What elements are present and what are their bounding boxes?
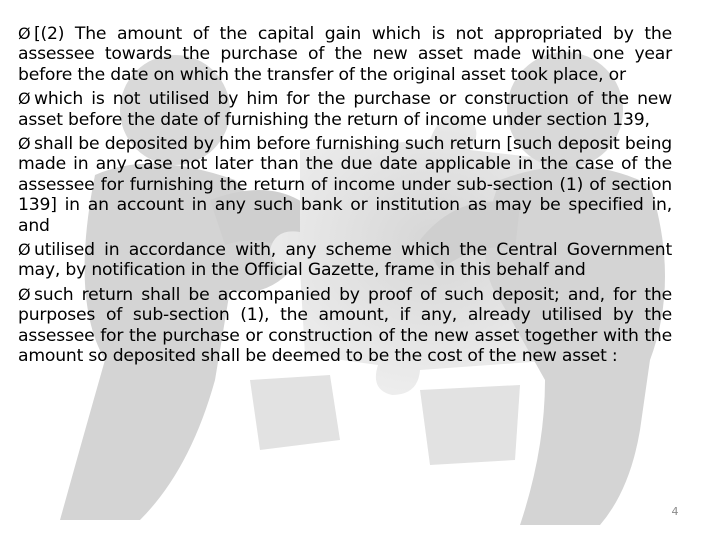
slide-body — [18, 24, 672, 371]
bullet-item — [18, 240, 672, 281]
bullet-item — [18, 134, 672, 236]
bullet-text: utilised in accordance with, any scheme which the Central Government may, by notification in the Official Gazette, frame in this behalf and — [18, 240, 672, 281]
arrow-bullet-icon: Ø — [18, 134, 31, 154]
bullet-item — [18, 24, 672, 85]
bullet-text: such return shall be accompanied by proof of such deposit; and, for the purposes of sub-section (1), the amount, if any, already utilised by the assessee for the purchase or construction of the new asset together with the amount so deposited shall be deemed to be the cost of the new asset : — [18, 284, 672, 367]
bullet-text: [(2) The amount of the capital gain which is not appropriated by the assessee towards the purchase of the new asset made within one year before the date on which the transfer of the original asset took place, or — [18, 24, 672, 85]
bullet-text: which is not utilised by him for the purchase or construction of the new asset before the date of furnishing the return of income under section 139, — [18, 89, 672, 130]
bullet-item — [18, 89, 672, 130]
arrow-bullet-icon: Ø — [18, 24, 31, 43]
arrow-bullet-icon: Ø — [18, 240, 31, 260]
bullet-item — [18, 285, 672, 367]
bullet-text: shall be deposited by him before furnishing such return [such deposit being made in any case not later than the due date applicable in the case of the assessee for furnishing the return of income under sub-section (1) of section 139] in an account in any such bank or institution as may be specified in, and — [18, 134, 672, 236]
arrow-bullet-icon: Ø — [18, 89, 31, 109]
arrow-bullet-icon: Ø — [18, 284, 31, 304]
slide-number: 4 — [671, 505, 679, 518]
